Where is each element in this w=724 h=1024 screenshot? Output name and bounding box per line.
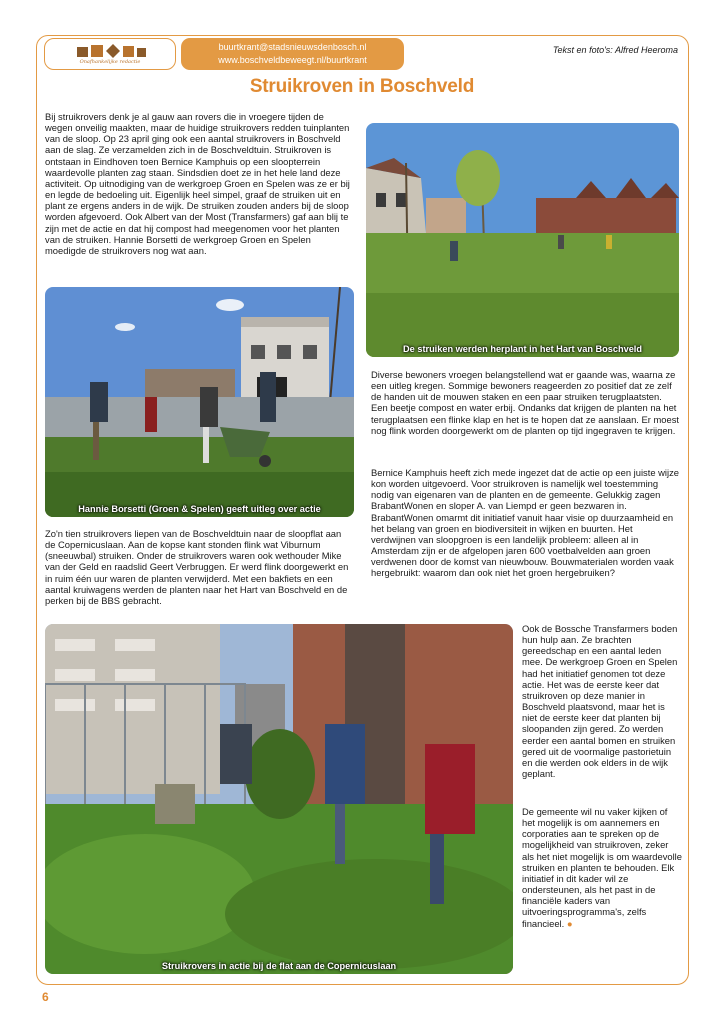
caption-hart: De struiken werden herplant in het Hart van Boschveld [403,344,642,354]
photo-copernicuslaan-image [45,624,513,974]
photo-hannie-image [45,287,354,517]
photo-credit: Tekst en foto's: Alfred Heeroma [552,45,678,55]
contact-url[interactable]: www.boschveldbeweegt.nl/buurtkrant [218,55,367,65]
paragraph-6-text: De gemeente wil nu vaker kijken of het mogelijk is om aannemers en corporaties aan te spreken op de mogelijkheid van struikroven, zeker als het niet mogelijk is om waardevolle struiken en planten te behouden. Elk initiatief in dit kader wil ze ondersteunen, als het past in de financiële kaders van uitvoeringsprogramma's, zelfs financieel. [522,806,682,929]
photo-copernicuslaan [45,624,513,974]
paragraph-5: Ook de Bossche Transfarmers boden hun hulp aan. Ze brachten gereedschap en een aantal leden mee. De werkgroep Groen en Spelen had het initiatief genomen tot deze actie. Het was de eerste keer dat struikroven op deze manier in Boschveld plaatsvond, maar het is niet de eerste keer dat planten bij sloopanden zijn gered. Zo werden eerder een aantal bomen en struiken gered uit de voormalige pastorietuin en die werden ook elders in de wijk geplant. [522,623,678,780]
caption-hannie: Hannie Borsetti (Groen & Spelen) geeft uitleg over actie [78,504,321,514]
paragraph-6 [522,806,682,929]
end-mark: ● [566,917,573,929]
logo-tagline: Onafhankelijke redactie [79,59,141,65]
paragraph-2: Zo'n tien struikrovers liepen van de Boschveldtuin naar de sloopflat aan de Copernicuslaan. Aan de kopse kant stonden flink wat Viburnum (sneeuwbal) struiken. Onder de struikrovers waren ook wethouder Mike van der Geld en raadslid Geert Verbruggen. Er werd flink doorgewerkt en in ruim één uur waren de planten verwijderd. Met een bakfiets en een aantal kruiwagens werden de planten naar het Hart van Boschveld en de perken bij de BBS gebracht. [45,528,349,606]
page-number: 6 [42,990,49,1004]
photo-hart-van-boschveld [366,123,679,357]
photo-hart-image [366,123,679,357]
contact-banner [181,38,404,70]
logo [44,38,176,70]
paragraph-4: Bernice Kamphuis heeft zich mede ingezet dat de actie op een juiste wijze kon worden uitgevoerd. Voor struikroven is namelijk wel toestemming nodig van eigenaren van de planten en de gemeente. Gelukkig zagen BrabantWonen en sloper A. van Liempd er geen bezwaren in. BrabantWonen omarmt dit initiatief vanuit haar visie op duurzaamheid en het belang van groen en biodiversiteit in wijken en buurten. Het verdwijnen van sloopgroen is een landelijk probleem: alleen al in Amsterdam zijn er de afgelopen jaren 600 voetbalvelden aan groen verdwenen door de komst van nieuwbouw. Bouwmaterialen worden vaak hergebruikt: waarom dan ook niet het groen hergebruiken? [371,467,679,579]
contact-email[interactable]: buurtkrant@stadsnieuwsdenbosch.nl [218,42,367,52]
logo-mark [75,43,149,59]
paragraph-3: Diverse bewoners vroegen belangstellend wat er gaande was, waarna ze een uitleg kregen. Sommige bewoners reageerden zo positief dat ze zelf de handen uit de mouwen staken en een paar struiken terugplaatsten. Een beetje compost en water erbij. Ondanks dat krijgen de planten na het terugplaatsen een flinke klap en het is te hopen dat ze aanslaan. Er moest nog flink worden doorgewerkt om de planten op tijd ingegraven te krijgen. [371,369,680,436]
photo-hannie [45,287,354,517]
paragraph-1: Bij struikrovers denk je al gauw aan rovers die in vroegere tijden de wegen onveilig maakten, maar de huidige struikrovers redden tuinplanten van de sloop. Op 23 april ging ook een aantal struikrovers in Boschveld aan de slag. Ze verzamelden zich in de Boschveldtuin. Struikroven is ontstaan in Eindhoven toen Bernice Kamphuis op een sloopterrein waardevolle planten zag staan. Sindsdien doet ze in het hele land deze activiteit. Op uitnodiging van de werkgroep Groen en Spelen was ze er bij en legde de bedoeling uit. Eigenlijk heel simpel, graaf de struiken uit en plant ze ergens anders in de wijk. De struiken zouden anders bij de sloop worden afgevoerd. Ook Albert van der Most (Transfarmers) gaf aan blij te zijn met de actie en dat hij compost had meegenomen voor het planten van de struiken. Hannie Borsetti de werkgroep Groen en Spelen moedigde de struikrovers nog wat aan. [45,111,350,256]
caption-copernicuslaan: Struikrovers in actie bij de flat aan de Copernicuslaan [161,961,397,971]
article-title: Struikroven in Boschveld [249,76,475,97]
